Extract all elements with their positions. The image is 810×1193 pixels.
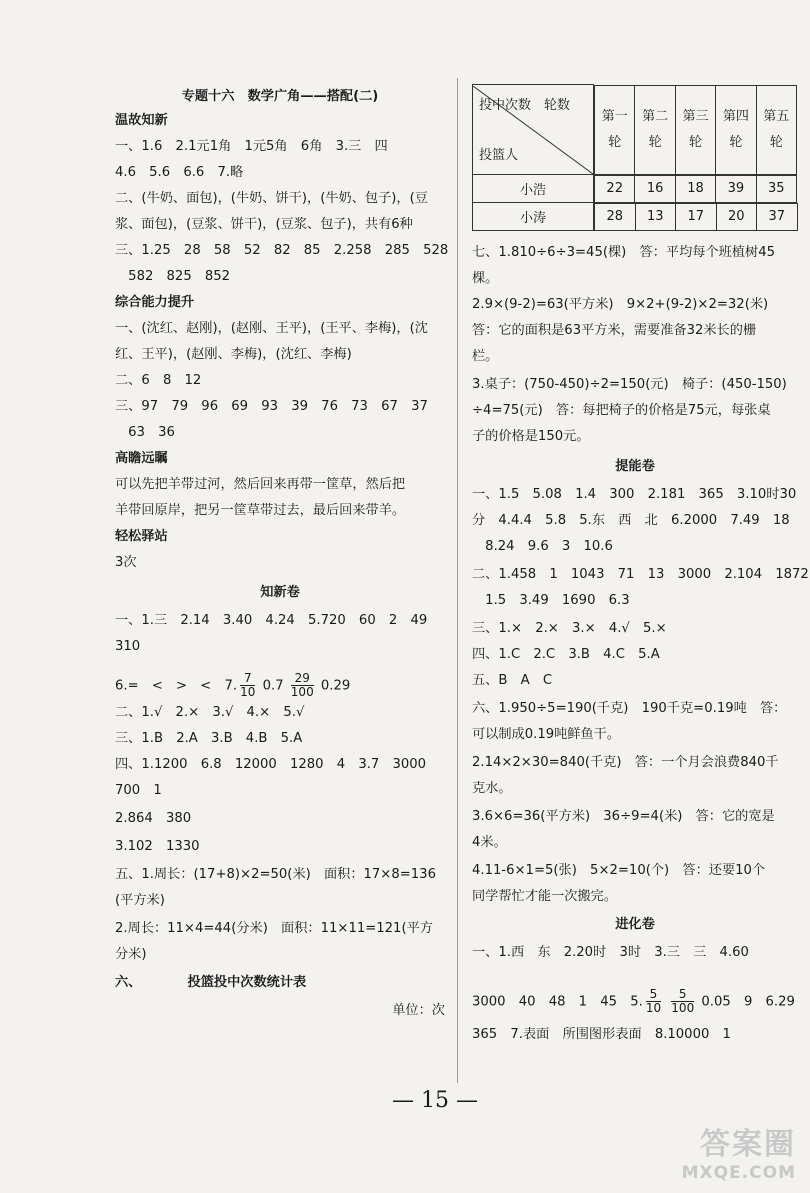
section-heading: 提能卷 bbox=[615, 459, 655, 474]
denominator: 100 bbox=[671, 1001, 695, 1015]
answer-line: 一、1.5 5.08 1.4 300 2.181 365 3.10时30 bbox=[472, 487, 797, 502]
round-header: 第三 轮 bbox=[675, 85, 715, 174]
answer-line: ÷4=75(元) 答：每把椅子的价格是75元，每张桌 bbox=[472, 403, 771, 418]
answer-line: 三、1.25 28 58 52 82 85 2.258 285 528 bbox=[115, 243, 449, 258]
numerator: 7 bbox=[240, 672, 255, 686]
round-header: 第五 轮 bbox=[756, 85, 796, 174]
answer-line: 二、1.458 1 1043 71 13 3000 2.104 1872 bbox=[472, 567, 809, 582]
answer-line: 4.11-6×1=5(张) 5×2=10(个) 答：还要10个 bbox=[472, 863, 766, 878]
table-row bbox=[473, 203, 798, 231]
fraction bbox=[646, 988, 661, 1015]
answer-line: 分 4.4.4 5.8 5.东 西 北 6.2000 7.49 18 bbox=[472, 513, 790, 528]
answer-line: 700 1 bbox=[115, 783, 162, 798]
table-row bbox=[473, 175, 798, 203]
table-cell: 20 bbox=[716, 203, 757, 230]
watermark-logo bbox=[682, 1119, 796, 1183]
section-heading: 综合能力提升 bbox=[115, 295, 195, 310]
row-name: 小浩 bbox=[473, 175, 594, 203]
answer-line: 一、1.三 2.14 3.40 4.24 5.720 60 2 49 bbox=[115, 613, 428, 628]
table-cell: 22 bbox=[595, 175, 635, 202]
section-heading: 轻松驿站 bbox=[115, 529, 168, 544]
answer-line: 一、1.6 2.1元1角 1元5角 6角 3.三 四 bbox=[115, 139, 388, 154]
shooting-stats-table bbox=[472, 84, 798, 231]
section-heading: 知新卷 bbox=[260, 585, 300, 600]
round-header: 第二 轮 bbox=[635, 85, 675, 174]
answer-line: 3.桌子：(750-450)÷2=150(元) 椅子：(450-150) bbox=[472, 377, 787, 392]
answer-line: 二、6 8 12 bbox=[115, 373, 202, 388]
answer-line: 3次 bbox=[115, 555, 137, 570]
table-cell: 37 bbox=[757, 203, 798, 230]
section-heading: 高瞻远瞩 bbox=[115, 451, 168, 466]
table-cell: 13 bbox=[635, 203, 676, 230]
answer-line: 答：它的面积是63平方米，需要准备32米长的栅 bbox=[472, 323, 757, 338]
answer-line: 浆、面包)，(豆浆、饼干)，(豆浆、包子)，共有6种 bbox=[115, 217, 413, 232]
watermark-text: 答案圈 bbox=[700, 1127, 796, 1162]
section-heading: 温故知新 bbox=[115, 113, 168, 128]
answer-line: 克水。 bbox=[472, 781, 512, 796]
section-heading: 专题十六 数学广角——搭配(二) bbox=[181, 89, 379, 104]
answer-line: 63 36 bbox=[115, 425, 175, 440]
answer-line: 4米。 bbox=[472, 835, 507, 850]
answer-line: 六、1.950÷5=190(千克) 190千克=0.19吨 答： bbox=[472, 701, 787, 716]
q5-prefix: 3000 40 48 1 45 5. bbox=[472, 994, 643, 1010]
answer-line: 二、1.√ 2.× 3.√ 4.× 5.√ bbox=[115, 705, 305, 720]
q5-end: 0.05 9 6.29 bbox=[701, 994, 795, 1010]
answer-line: (平方米) bbox=[115, 893, 165, 908]
answer-line: 五、B A C bbox=[472, 673, 553, 688]
numerator: 5 bbox=[671, 988, 694, 1002]
answer-line: 子的价格是150元。 bbox=[472, 429, 590, 444]
q6-mid: 0.7 bbox=[262, 678, 284, 694]
answer-line: 3.6×6=36(平方米) 36÷9=4(米) 答：它的宽是 bbox=[472, 809, 775, 824]
q6-prefix: 6.= < > < 7. bbox=[115, 678, 238, 694]
answer-line: 可以先把羊带过河，然后回来再带一筐草，然后把 bbox=[115, 477, 406, 492]
header-top-label: 投中次数 轮数 bbox=[479, 97, 571, 113]
answer-line: 2.864 380 bbox=[115, 811, 192, 826]
answer-line: 红、王平)，(赵刚、李梅)，(沈红、李梅) bbox=[115, 347, 352, 362]
table-cell: 35 bbox=[756, 175, 796, 202]
answer-line: 4.6 5.6 6.6 7.略 bbox=[115, 165, 244, 180]
answer-line: 2.9×(9-2)=63(平方米) 9×2+(9-2)×2=32(米) bbox=[472, 297, 769, 312]
answer-line: 分米) bbox=[115, 947, 147, 962]
numerator: 29 bbox=[291, 672, 314, 686]
answer-line: 四、1.C 2.C 3.B 4.C 5.A bbox=[472, 647, 660, 662]
q6-end: 0.29 bbox=[320, 678, 351, 694]
answer-line: 羊带回原岸，把另一筐草带过去，最后回来带羊。 bbox=[115, 503, 406, 518]
fraction-line bbox=[115, 672, 350, 699]
round-header: 第四 轮 bbox=[716, 85, 756, 174]
answer-line: 同学帮忙才能一次搬完。 bbox=[472, 889, 618, 904]
answer-line: 3.102 1330 bbox=[115, 839, 200, 854]
answer-line: 单位：次 bbox=[392, 1003, 445, 1018]
fraction bbox=[671, 988, 694, 1015]
answer-line: 三、1.B 2.A 3.B 4.B 5.A bbox=[115, 731, 303, 746]
column-divider bbox=[457, 78, 458, 1083]
answer-line: 8.24 9.6 3 10.6 bbox=[472, 539, 613, 554]
section-heading: 六、 投篮投中次数统计表 bbox=[115, 975, 307, 990]
fraction bbox=[291, 672, 314, 699]
answer-line: 582 825 852 bbox=[115, 269, 231, 284]
answer-line: 一、(沈红、赵刚)，(赵刚、王平)，(王平、李梅)，(沈 bbox=[115, 321, 428, 336]
right-column bbox=[472, 84, 809, 1042]
answer-line: 三、1.× 2.× 3.× 4.√ 5.× bbox=[472, 621, 667, 636]
answer-line: 365 7.表面 所围图形表面 8.10000 1 bbox=[472, 1027, 731, 1042]
answer-line: 栏。 bbox=[472, 349, 499, 364]
answer-line: 七、1.810÷6÷3=45(棵) 答：平均每个班植树45 bbox=[472, 245, 775, 260]
denominator: 10 bbox=[240, 685, 256, 699]
table-header-diagonal bbox=[473, 85, 594, 175]
answer-line: 2.周长：11×4=44(分米) 面积：11×11=121(平方 bbox=[115, 921, 433, 936]
table-cell: 28 bbox=[595, 203, 636, 230]
fraction bbox=[240, 672, 255, 699]
answer-line: 1.5 3.49 1690 6.3 bbox=[472, 593, 630, 608]
table-cell: 18 bbox=[675, 175, 715, 202]
answer-line: 可以制成0.19吨鲜鱼干。 bbox=[472, 727, 621, 742]
header-bottom-label: 投篮人 bbox=[479, 147, 519, 163]
denominator: 100 bbox=[290, 685, 314, 699]
table-cell: 16 bbox=[635, 175, 675, 202]
denominator: 10 bbox=[645, 1001, 662, 1015]
answer-line: 310 bbox=[115, 639, 141, 654]
answer-line: 棵。 bbox=[472, 271, 499, 286]
fraction-line bbox=[472, 988, 795, 1015]
table-cell: 17 bbox=[676, 203, 717, 230]
answer-line: 三、97 79 96 69 93 39 76 73 67 37 bbox=[115, 399, 428, 414]
answer-line: 一、1.西 东 2.20时 3时 3.三 三 4.60 bbox=[472, 945, 749, 960]
round-header: 第一 轮 bbox=[595, 85, 635, 174]
row-name: 小涛 bbox=[473, 203, 594, 231]
numerator: 5 bbox=[646, 988, 661, 1002]
round-header-group bbox=[594, 85, 798, 175]
answer-line: 二、(牛奶、面包)，(牛奶、饼干)，(牛奶、包子)，(豆 bbox=[115, 191, 428, 206]
table-cell: 39 bbox=[716, 175, 756, 202]
answer-line: 五、1.周长：(17+8)×2=50(米) 面积：17×8=136 bbox=[115, 867, 436, 882]
answer-line: 四、1.1200 6.8 12000 1280 4 3.7 3000 bbox=[115, 757, 427, 772]
page-number: — 15 — bbox=[392, 1088, 478, 1113]
watermark-url: MXQE.COM bbox=[681, 1163, 796, 1183]
section-heading: 进化卷 bbox=[615, 917, 655, 932]
answer-line: 2.14×2×30=840(千克) 答：一个月会浪费840千 bbox=[472, 755, 779, 770]
